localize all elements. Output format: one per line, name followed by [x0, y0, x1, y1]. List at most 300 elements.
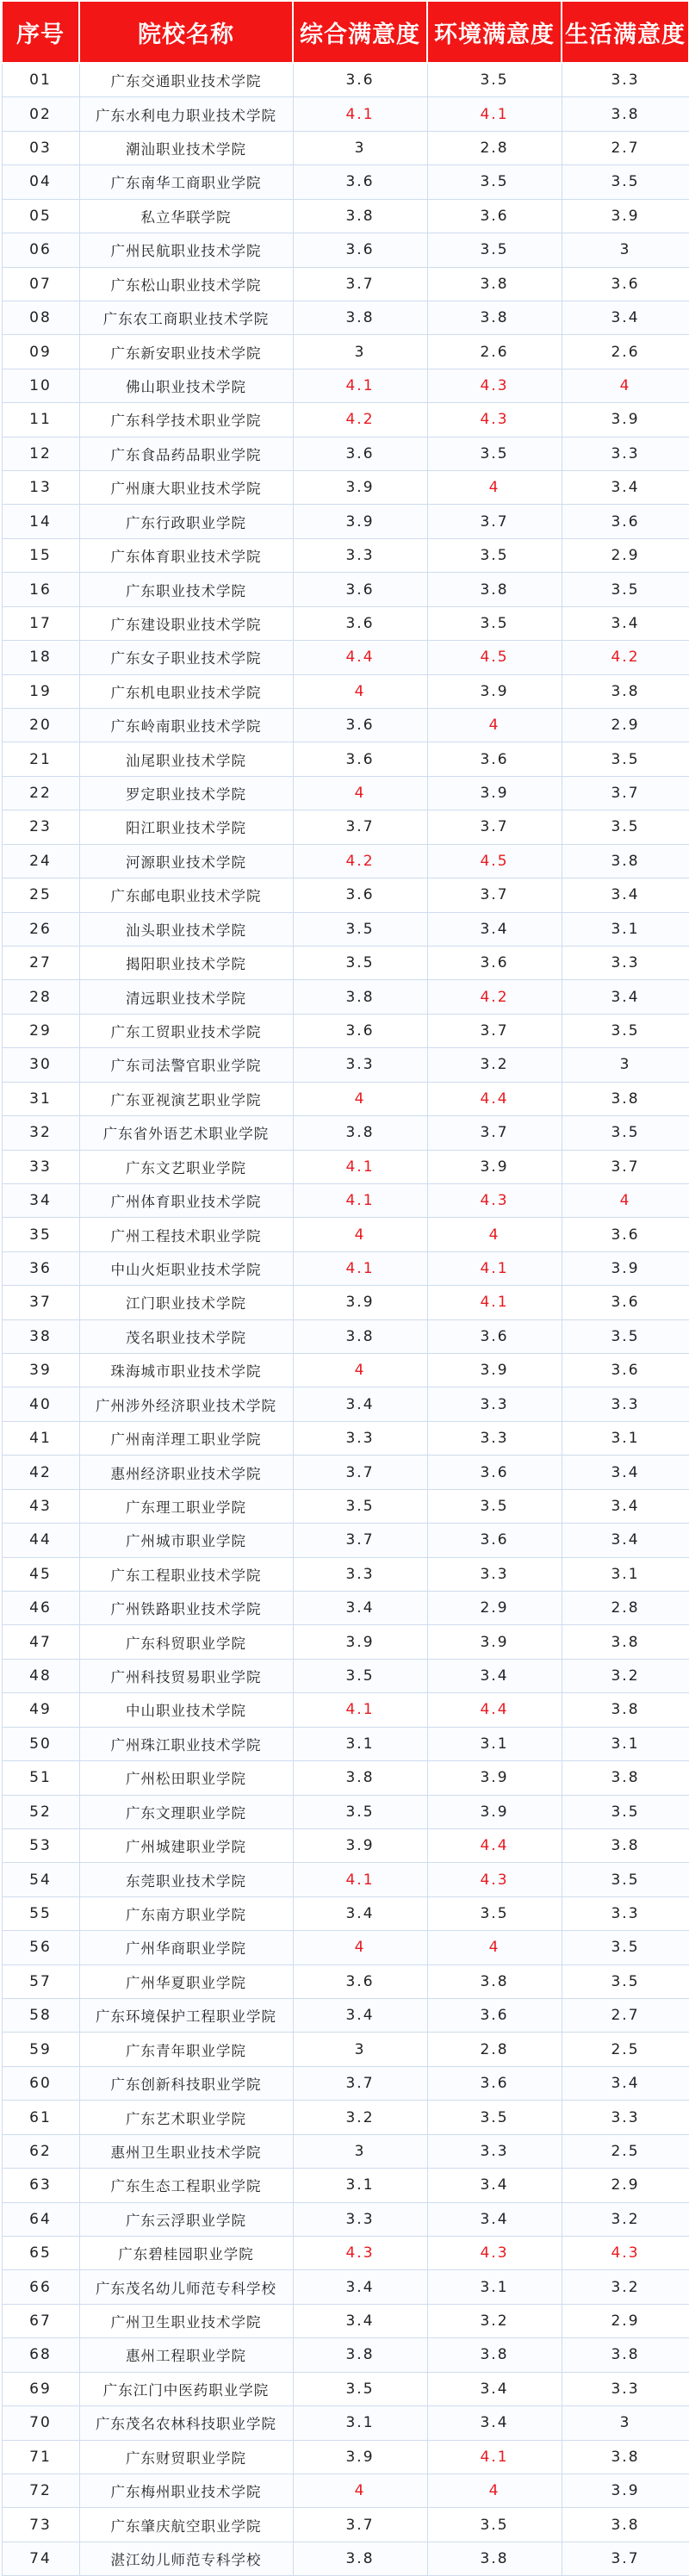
table-row — [2, 2508, 689, 2542]
cell-index: 38 — [2, 1319, 79, 1353]
cell-environment: 3.4 — [427, 2169, 562, 2202]
table-row — [2, 980, 689, 1014]
table-row — [2, 2338, 689, 2372]
table-row — [2, 505, 689, 538]
cell-overall: 3.5 — [293, 1489, 427, 1523]
table-row — [2, 1524, 689, 1557]
cell-index: 43 — [2, 1489, 79, 1523]
cell-overall: 4 — [293, 1354, 427, 1387]
cell-index: 49 — [2, 1693, 79, 1727]
table-row — [2, 437, 689, 470]
table-row — [2, 1828, 689, 1862]
cell-overall: 4 — [293, 776, 427, 810]
cell-environment: 4 — [427, 1931, 562, 1965]
cell-overall: 3.6 — [293, 1014, 427, 1047]
cell-life: 3.4 — [562, 878, 689, 912]
cell-school-name: 广东水利电力职业技术学院 — [79, 97, 293, 131]
cell-index: 03 — [2, 131, 79, 164]
cell-index: 59 — [2, 2033, 79, 2066]
table-row — [2, 2169, 689, 2202]
cell-overall: 3.3 — [293, 538, 427, 572]
cell-index: 32 — [2, 1116, 79, 1150]
cell-index: 05 — [2, 199, 79, 233]
cell-life: 3 — [562, 2406, 689, 2440]
cell-overall: 3.3 — [293, 2202, 427, 2236]
cell-school-name: 广东食品药品职业学院 — [79, 437, 293, 470]
cell-environment: 3.4 — [427, 2406, 562, 2440]
cell-life: 3.2 — [562, 2270, 689, 2304]
table-row — [2, 1693, 689, 1727]
cell-life: 3.5 — [562, 1795, 689, 1828]
cell-overall: 3.9 — [293, 1625, 427, 1659]
cell-life: 3.8 — [562, 674, 689, 708]
table-row — [2, 1014, 689, 1047]
cell-index: 68 — [2, 2338, 79, 2372]
cell-environment: 4.4 — [427, 1828, 562, 1862]
table-row — [2, 1082, 689, 1115]
cell-school-name: 东莞职业技术学院 — [79, 1863, 293, 1896]
cell-overall: 3 — [293, 2134, 427, 2168]
cell-school-name: 私立华联学院 — [79, 199, 293, 233]
cell-index: 60 — [2, 2066, 79, 2100]
cell-index: 58 — [2, 1999, 79, 2033]
table-header — [2, 1, 689, 63]
cell-life: 2.6 — [562, 335, 689, 369]
cell-environment: 2.8 — [427, 2033, 562, 2066]
cell-school-name: 广州南洋理工职业学院 — [79, 1421, 293, 1455]
cell-overall: 3.6 — [293, 606, 427, 640]
table-row — [2, 1999, 689, 2033]
cell-school-name: 广东邮电职业技术学院 — [79, 878, 293, 912]
cell-environment: 3.8 — [427, 301, 562, 334]
cell-overall: 3.7 — [293, 267, 427, 301]
cell-overall: 4 — [293, 1931, 427, 1965]
cell-overall: 3.3 — [293, 1421, 427, 1455]
satisfaction-table-container — [1, 0, 688, 2576]
cell-life: 3.3 — [562, 63, 689, 97]
table-row — [2, 1863, 689, 1896]
cell-school-name: 佛山职业技术学院 — [79, 369, 293, 402]
cell-overall: 3.7 — [293, 1524, 427, 1557]
cell-index: 71 — [2, 2440, 79, 2474]
table-row — [2, 776, 689, 810]
cell-index: 56 — [2, 1931, 79, 1965]
cell-overall: 3.7 — [293, 2508, 427, 2542]
cell-life: 3.1 — [562, 1421, 689, 1455]
table-row — [2, 1965, 689, 1998]
table-row — [2, 1116, 689, 1150]
table-row — [2, 403, 689, 437]
cell-life: 3.8 — [562, 2508, 689, 2542]
cell-life: 3.2 — [562, 1659, 689, 1692]
cell-index: 15 — [2, 538, 79, 572]
cell-index: 06 — [2, 233, 79, 267]
cell-environment: 3.8 — [427, 573, 562, 606]
cell-environment: 3.9 — [427, 1761, 562, 1795]
header-index: 序号 — [2, 1, 79, 63]
cell-life: 3.4 — [562, 1456, 689, 1489]
cell-environment: 3.5 — [427, 2508, 562, 2542]
cell-school-name: 罗定职业技术学院 — [79, 776, 293, 810]
cell-life: 3.8 — [562, 1625, 689, 1659]
cell-life: 2.9 — [562, 709, 689, 742]
table-row — [2, 573, 689, 606]
cell-school-name: 广东南华工商职业学院 — [79, 165, 293, 199]
cell-environment: 3.7 — [427, 810, 562, 844]
header-life-satisfaction: 生活满意度 — [562, 1, 689, 63]
cell-environment: 3.5 — [427, 2101, 562, 2134]
cell-school-name: 中山职业技术学院 — [79, 1693, 293, 1727]
cell-overall: 3.9 — [293, 1286, 427, 1319]
cell-school-name: 广州康大职业技术学院 — [79, 471, 293, 505]
table-row — [2, 2134, 689, 2168]
cell-overall: 3.3 — [293, 1048, 427, 1082]
cell-life: 3.6 — [562, 1218, 689, 1251]
table-row — [2, 742, 689, 776]
table-row — [2, 2372, 689, 2405]
cell-life: 2.5 — [562, 2134, 689, 2168]
cell-school-name: 广东职业技术学院 — [79, 573, 293, 606]
cell-school-name: 广东体育职业技术学院 — [79, 538, 293, 572]
cell-index: 11 — [2, 403, 79, 437]
cell-life: 3.5 — [562, 573, 689, 606]
table-row — [2, 1150, 689, 1183]
cell-overall: 3.4 — [293, 2270, 427, 2304]
table-row — [2, 2101, 689, 2134]
cell-index: 69 — [2, 2372, 79, 2405]
cell-overall: 3.3 — [293, 1557, 427, 1591]
cell-life: 3.5 — [562, 810, 689, 844]
cell-overall: 3.5 — [293, 1659, 427, 1692]
cell-index: 20 — [2, 709, 79, 742]
cell-school-name: 广东江门中医药职业学院 — [79, 2372, 293, 2405]
cell-index: 51 — [2, 1761, 79, 1795]
cell-school-name: 广东梅州职业技术学院 — [79, 2474, 293, 2507]
cell-environment: 4.3 — [427, 1183, 562, 1217]
cell-school-name: 广州城建职业学院 — [79, 1828, 293, 1862]
cell-index: 36 — [2, 1251, 79, 1285]
header-overall-satisfaction: 综合满意度 — [293, 1, 427, 63]
cell-index: 48 — [2, 1659, 79, 1692]
cell-index: 62 — [2, 2134, 79, 2168]
table-row — [2, 1931, 689, 1965]
cell-index: 25 — [2, 878, 79, 912]
cell-overall: 4.4 — [293, 641, 427, 674]
cell-overall: 4.1 — [293, 1693, 427, 1727]
cell-environment: 3.6 — [427, 1524, 562, 1557]
table-row — [2, 1218, 689, 1251]
cell-index: 02 — [2, 97, 79, 131]
cell-index: 53 — [2, 1828, 79, 1862]
cell-index: 07 — [2, 267, 79, 301]
cell-environment: 3.5 — [427, 63, 562, 97]
cell-environment: 4.1 — [427, 1251, 562, 1285]
cell-school-name: 广州民航职业技术学院 — [79, 233, 293, 267]
cell-life: 3.2 — [562, 2202, 689, 2236]
cell-environment: 3.3 — [427, 2134, 562, 2168]
cell-environment: 4.4 — [427, 1082, 562, 1115]
cell-school-name: 广东新安职业技术学院 — [79, 335, 293, 369]
header-environment-satisfaction: 环境满意度 — [427, 1, 562, 63]
cell-index: 28 — [2, 980, 79, 1014]
cell-overall: 3.8 — [293, 1116, 427, 1150]
cell-overall: 3.9 — [293, 471, 427, 505]
cell-environment: 3.4 — [427, 2202, 562, 2236]
cell-index: 18 — [2, 641, 79, 674]
table-row — [2, 810, 689, 844]
cell-environment: 3.2 — [427, 2304, 562, 2337]
cell-school-name: 广州涉外经济职业技术学院 — [79, 1387, 293, 1421]
cell-overall: 4.1 — [293, 1150, 427, 1183]
cell-school-name: 广东科贸职业学院 — [79, 1625, 293, 1659]
cell-life: 3.5 — [562, 1931, 689, 1965]
cell-environment: 3.3 — [427, 1421, 562, 1455]
cell-environment: 3.4 — [427, 912, 562, 946]
cell-school-name: 中山火炬职业技术学院 — [79, 1251, 293, 1285]
cell-life: 4.2 — [562, 641, 689, 674]
cell-school-name: 广州华夏职业学院 — [79, 1965, 293, 1998]
cell-overall: 3.8 — [293, 2338, 427, 2372]
cell-environment: 3.5 — [427, 165, 562, 199]
table-row — [2, 199, 689, 233]
cell-environment: 4.3 — [427, 2237, 562, 2270]
cell-life: 3.3 — [562, 1896, 689, 1930]
cell-index: 57 — [2, 1965, 79, 1998]
cell-school-name: 惠州经济职业技术学院 — [79, 1456, 293, 1489]
cell-environment: 3.8 — [427, 1965, 562, 1998]
cell-overall: 4.1 — [293, 369, 427, 402]
cell-life: 3.8 — [562, 844, 689, 878]
cell-overall: 4.3 — [293, 2237, 427, 2270]
cell-school-name: 广东农工商职业技术学院 — [79, 301, 293, 334]
cell-school-name: 广东理工职业学院 — [79, 1489, 293, 1523]
cell-environment: 4 — [427, 709, 562, 742]
cell-overall: 4 — [293, 1082, 427, 1115]
table-row — [2, 912, 689, 946]
cell-index: 39 — [2, 1354, 79, 1387]
table-row — [2, 1456, 689, 1489]
cell-index: 40 — [2, 1387, 79, 1421]
cell-school-name: 广东建设职业技术学院 — [79, 606, 293, 640]
cell-school-name: 广州工程技术职业学院 — [79, 1218, 293, 1251]
table-row — [2, 1557, 689, 1591]
cell-life: 3 — [562, 233, 689, 267]
table-row — [2, 1319, 689, 1353]
cell-school-name: 广东环境保护工程职业学院 — [79, 1999, 293, 2033]
cell-life: 3.3 — [562, 946, 689, 979]
cell-overall: 3.4 — [293, 1387, 427, 1421]
cell-overall: 4 — [293, 1218, 427, 1251]
table-row — [2, 301, 689, 334]
table-row — [2, 1183, 689, 1217]
cell-index: 64 — [2, 2202, 79, 2236]
cell-school-name: 汕头职业技术学院 — [79, 912, 293, 946]
cell-index: 12 — [2, 437, 79, 470]
cell-school-name: 广州城市职业学院 — [79, 1524, 293, 1557]
header-school-name: 院校名称 — [79, 1, 293, 63]
cell-environment: 4.3 — [427, 403, 562, 437]
cell-school-name: 广州体育职业技术学院 — [79, 1183, 293, 1217]
cell-life: 3.9 — [562, 403, 689, 437]
cell-life: 3.9 — [562, 199, 689, 233]
cell-overall: 3.6 — [293, 1965, 427, 1998]
cell-environment: 3.6 — [427, 1999, 562, 2033]
table-row — [2, 165, 689, 199]
header-row — [2, 1, 689, 63]
cell-life: 2.9 — [562, 2169, 689, 2202]
cell-environment: 2.9 — [427, 1591, 562, 1624]
table-row — [2, 2202, 689, 2236]
cell-overall: 3.6 — [293, 63, 427, 97]
cell-index: 22 — [2, 776, 79, 810]
cell-life: 3.3 — [562, 2101, 689, 2134]
cell-life: 3.1 — [562, 1727, 689, 1760]
cell-overall: 4.1 — [293, 1863, 427, 1896]
cell-overall: 3.8 — [293, 1319, 427, 1353]
cell-school-name: 江门职业技术学院 — [79, 1286, 293, 1319]
cell-index: 10 — [2, 369, 79, 402]
cell-environment: 3.7 — [427, 1014, 562, 1047]
cell-index: 30 — [2, 1048, 79, 1082]
cell-life: 3.8 — [562, 2440, 689, 2474]
cell-school-name: 阳江职业技术学院 — [79, 810, 293, 844]
cell-life: 3.4 — [562, 471, 689, 505]
cell-environment: 3.9 — [427, 674, 562, 708]
table-row — [2, 709, 689, 742]
cell-index: 19 — [2, 674, 79, 708]
cell-life: 3.4 — [562, 1489, 689, 1523]
cell-index: 74 — [2, 2542, 79, 2575]
cell-index: 52 — [2, 1795, 79, 1828]
cell-life: 3.5 — [562, 1965, 689, 1998]
table-row — [2, 1354, 689, 1387]
cell-school-name: 广东司法警官职业学院 — [79, 1048, 293, 1082]
cell-environment: 3.9 — [427, 776, 562, 810]
cell-overall: 3.4 — [293, 1591, 427, 1624]
table-row — [2, 63, 689, 97]
cell-environment: 4.1 — [427, 97, 562, 131]
cell-life: 3.6 — [562, 267, 689, 301]
cell-environment: 3.9 — [427, 1354, 562, 1387]
cell-index: 61 — [2, 2101, 79, 2134]
cell-life: 3.4 — [562, 301, 689, 334]
table-row — [2, 2440, 689, 2474]
cell-life: 2.8 — [562, 1591, 689, 1624]
cell-school-name: 潮汕职业技术学院 — [79, 131, 293, 164]
cell-school-name: 广东工贸职业技术学院 — [79, 1014, 293, 1047]
cell-overall: 3.4 — [293, 1999, 427, 2033]
cell-index: 44 — [2, 1524, 79, 1557]
cell-life: 3.5 — [562, 165, 689, 199]
cell-school-name: 广东肇庆航空职业学院 — [79, 2508, 293, 2542]
cell-index: 13 — [2, 471, 79, 505]
cell-life: 2.9 — [562, 2304, 689, 2337]
cell-environment: 3.7 — [427, 878, 562, 912]
cell-environment: 3.8 — [427, 2338, 562, 2372]
cell-life: 2.7 — [562, 131, 689, 164]
cell-overall: 3.6 — [293, 573, 427, 606]
table-row — [2, 606, 689, 640]
cell-life: 3.6 — [562, 1354, 689, 1387]
cell-environment: 3.2 — [427, 1048, 562, 1082]
cell-life: 3.3 — [562, 2372, 689, 2405]
cell-school-name: 广东财贸职业学院 — [79, 2440, 293, 2474]
cell-school-name: 广东南方职业学院 — [79, 1896, 293, 1930]
cell-environment: 3.3 — [427, 1557, 562, 1591]
cell-index: 08 — [2, 301, 79, 334]
table-row — [2, 2066, 689, 2100]
cell-environment: 4 — [427, 471, 562, 505]
cell-school-name: 广东艺术职业学院 — [79, 2101, 293, 2134]
cell-school-name: 揭阳职业技术学院 — [79, 946, 293, 979]
cell-overall: 3.6 — [293, 878, 427, 912]
table-row — [2, 2270, 689, 2304]
cell-life: 3.5 — [562, 1116, 689, 1150]
cell-index: 31 — [2, 1082, 79, 1115]
cell-school-name: 河源职业技术学院 — [79, 844, 293, 878]
cell-environment: 2.6 — [427, 335, 562, 369]
cell-index: 63 — [2, 2169, 79, 2202]
table-row — [2, 2474, 689, 2507]
cell-overall: 3.8 — [293, 2542, 427, 2575]
cell-school-name: 广东女子职业技术学院 — [79, 641, 293, 674]
table-row — [2, 233, 689, 267]
cell-school-name: 广东创新科技职业学院 — [79, 2066, 293, 2100]
cell-life: 3.3 — [562, 437, 689, 470]
cell-environment: 4.3 — [427, 1863, 562, 1896]
cell-environment: 4.4 — [427, 1693, 562, 1727]
cell-overall: 3.9 — [293, 2440, 427, 2474]
cell-overall: 4.1 — [293, 97, 427, 131]
cell-overall: 3.8 — [293, 1761, 427, 1795]
cell-index: 46 — [2, 1591, 79, 1624]
cell-life: 4 — [562, 1183, 689, 1217]
cell-index: 33 — [2, 1150, 79, 1183]
cell-overall: 3.9 — [293, 505, 427, 538]
cell-school-name: 惠州工程职业学院 — [79, 2338, 293, 2372]
cell-school-name: 广东文艺职业学院 — [79, 1150, 293, 1183]
cell-school-name: 广东碧桂园职业学院 — [79, 2237, 293, 2270]
cell-overall: 3.8 — [293, 301, 427, 334]
cell-environment: 4.1 — [427, 1286, 562, 1319]
cell-life: 3.4 — [562, 1524, 689, 1557]
cell-school-name: 广东云浮职业学院 — [79, 2202, 293, 2236]
cell-index: 50 — [2, 1727, 79, 1760]
cell-environment: 3.6 — [427, 946, 562, 979]
cell-life: 3.5 — [562, 1319, 689, 1353]
cell-overall: 3.5 — [293, 2372, 427, 2405]
cell-environment: 3.4 — [427, 1659, 562, 1692]
cell-index: 67 — [2, 2304, 79, 2337]
cell-overall: 3.1 — [293, 2406, 427, 2440]
cell-school-name: 惠州卫生职业技术学院 — [79, 2134, 293, 2168]
cell-school-name: 广州松田职业学院 — [79, 1761, 293, 1795]
cell-environment: 3.9 — [427, 1795, 562, 1828]
cell-overall: 3.5 — [293, 912, 427, 946]
cell-environment: 3.1 — [427, 2270, 562, 2304]
table-row — [2, 1727, 689, 1760]
cell-overall: 3.8 — [293, 980, 427, 1014]
table-row — [2, 335, 689, 369]
cell-environment: 4 — [427, 2474, 562, 2507]
cell-school-name: 广州华商职业学院 — [79, 1931, 293, 1965]
cell-life: 4.3 — [562, 2237, 689, 2270]
table-row — [2, 878, 689, 912]
cell-environment: 3.8 — [427, 2542, 562, 2575]
cell-environment: 2.8 — [427, 131, 562, 164]
table-row — [2, 2237, 689, 2270]
cell-life: 3.3 — [562, 1387, 689, 1421]
